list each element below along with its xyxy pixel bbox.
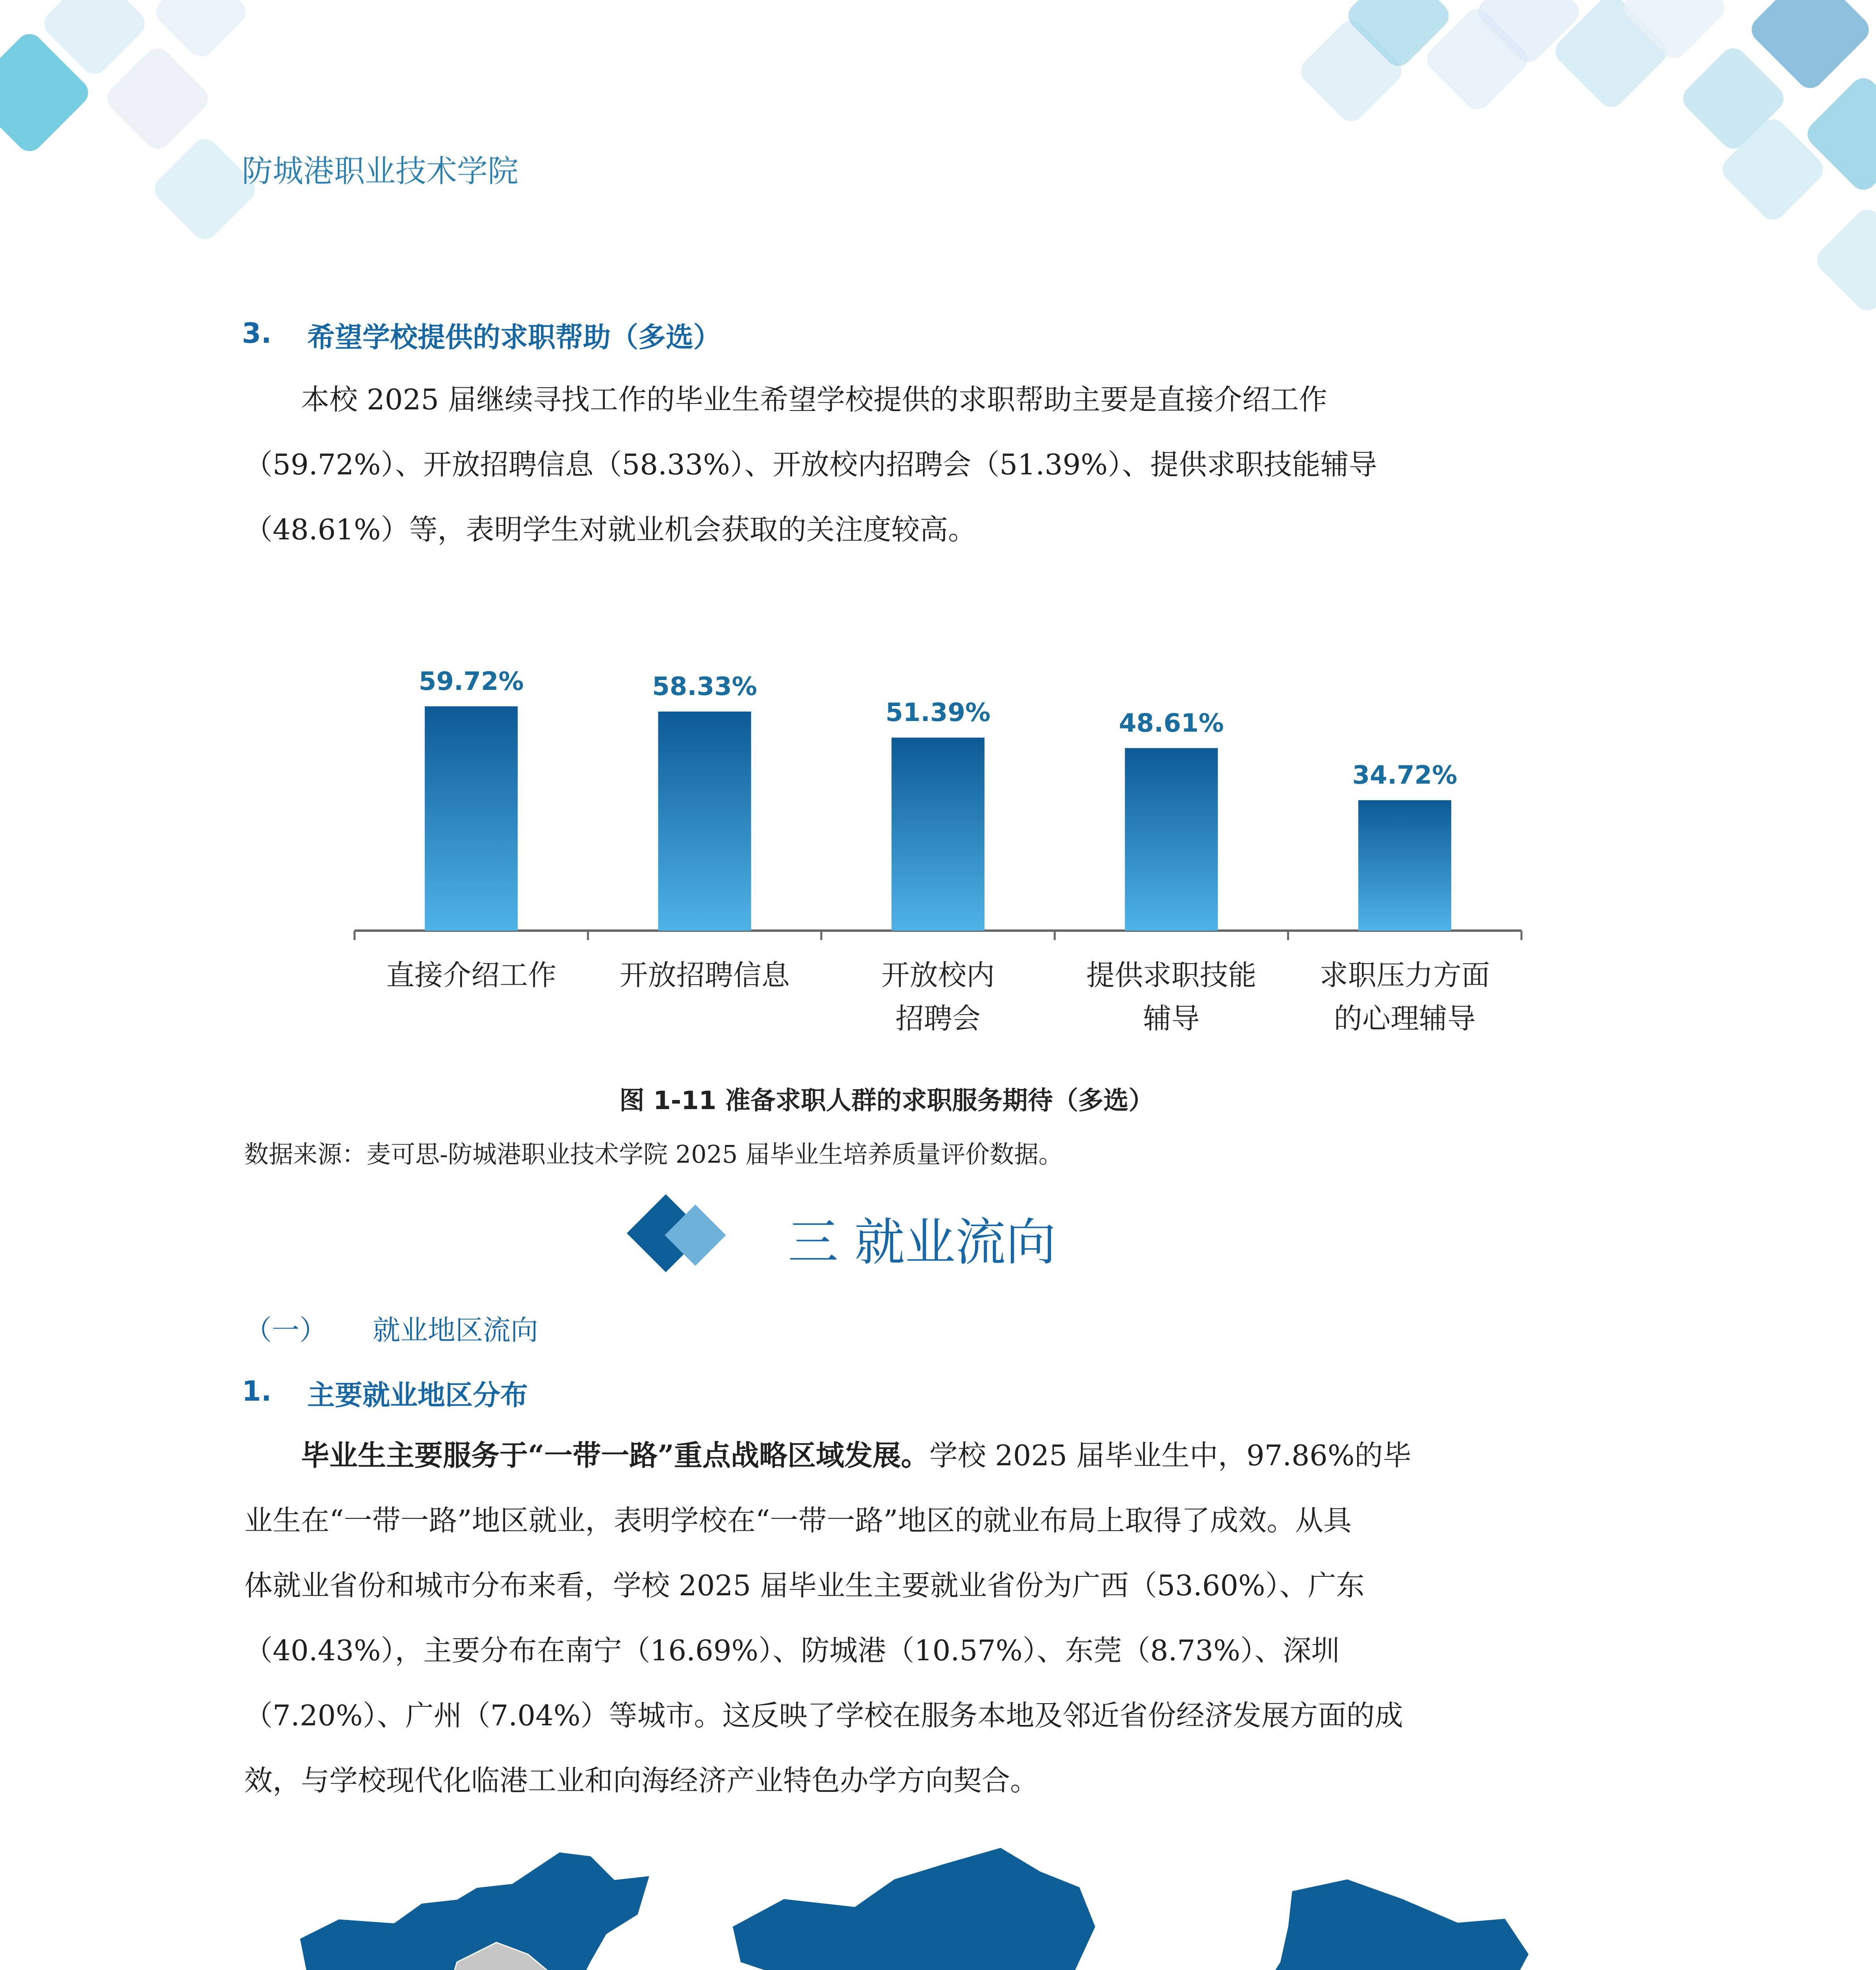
data-source: 数据来源：麦可思-防城港职业技术学院 2025 届毕业生培养质量评价数据。 [244, 1140, 1063, 1169]
category-label-line: 开放招聘信息 [619, 959, 790, 992]
bar-value-label: 58.33% [652, 672, 757, 701]
paragraph-line: 本校 2025 届继续寻找工作的毕业生希望学校提供的求职帮助主要是直接介绍工作 [301, 383, 1328, 416]
section-number: 3. [242, 317, 272, 349]
bar-4 [1125, 748, 1218, 931]
category-label-line: 提供求职技能 [1086, 959, 1257, 992]
category-label [1061, 953, 1282, 1040]
bar-5 [1358, 800, 1451, 931]
category-label-line: 辅导 [1143, 1002, 1200, 1035]
category-label [594, 953, 815, 997]
paragraph-line: （40.43%），主要分布在南宁（16.69%）、防城港（10.57%）、东莞（8.73%）、深圳 [244, 1634, 1340, 1667]
header-title: 防城港职业技术学院 [242, 154, 519, 189]
bar-value-label: 48.61% [1119, 708, 1224, 738]
paragraph-line: （7.20%）、广州（7.04%）等城市。这反映了学校在服务本地及邻近省份经济发展方面的成 [244, 1699, 1403, 1732]
paragraph-line [244, 1422, 1607, 1489]
paragraph-rest: 学校 2025 届毕业生中，97.86%的毕 [929, 1439, 1412, 1472]
section-heading: 希望学校提供的求职帮助（多选） [307, 321, 721, 353]
subsection-heading: 就业地区流向 [373, 1314, 538, 1346]
section-heading: 主要就业地区分布 [307, 1379, 528, 1411]
guangxi-map-icon [725, 1848, 1099, 1970]
category-label [828, 953, 1048, 1040]
subsection-label: （一） [244, 1314, 327, 1346]
section-number: 1. [242, 1375, 272, 1407]
category-label [1295, 953, 1515, 1040]
paragraph-line: 效，与学校现代化临港工业和向海经济产业特色办学方向契合。 [244, 1764, 1039, 1797]
bar-3 [892, 738, 984, 931]
chapter-diamond-icon [630, 1198, 713, 1280]
paragraph-line: （59.72%）、开放招聘信息（58.33%）、开放校内招聘会（51.39%）、提供求职技能辅导 [244, 448, 1377, 481]
category-label-line: 的心理辅导 [1334, 1002, 1476, 1035]
category-label [361, 953, 581, 997]
paragraph-line: （48.61%）等，表明学生对就业机会获取的关注度较高。 [244, 513, 977, 546]
bar-2 [658, 712, 751, 931]
figure-caption: 图 1-11 准备求职人群的求职服务期待（多选） [619, 1086, 1154, 1115]
chapter-title: 三 就业流向 [788, 1213, 1056, 1272]
category-label-line: 开放校内 [881, 959, 995, 992]
bar-1 [425, 706, 518, 931]
category-label-line: 招聘会 [895, 1002, 981, 1035]
category-label-line: 直接介绍工作 [386, 959, 557, 992]
bar-value-label: 51.39% [885, 698, 991, 728]
bar-value-label: 59.72% [418, 667, 524, 696]
bold-lead: 毕业生主要服务于“一带一路”重点战略区域发展。 [301, 1438, 929, 1472]
paragraph-line: 体就业省份和城市分布来看，学校 2025 届毕业生主要就业省份为广西（53.60%）、广东 [244, 1569, 1365, 1602]
category-label-line: 求职压力方面 [1319, 959, 1490, 992]
guangdong-map-icon [1182, 1875, 1536, 1970]
bar-value-label: 34.72% [1352, 761, 1458, 790]
paragraph-line: 业生在“一带一路”地区就业，表明学校在“一带一路”地区的就业布局上取得了成效。从具 [244, 1504, 1352, 1537]
china-map-icon [292, 1844, 662, 1970]
